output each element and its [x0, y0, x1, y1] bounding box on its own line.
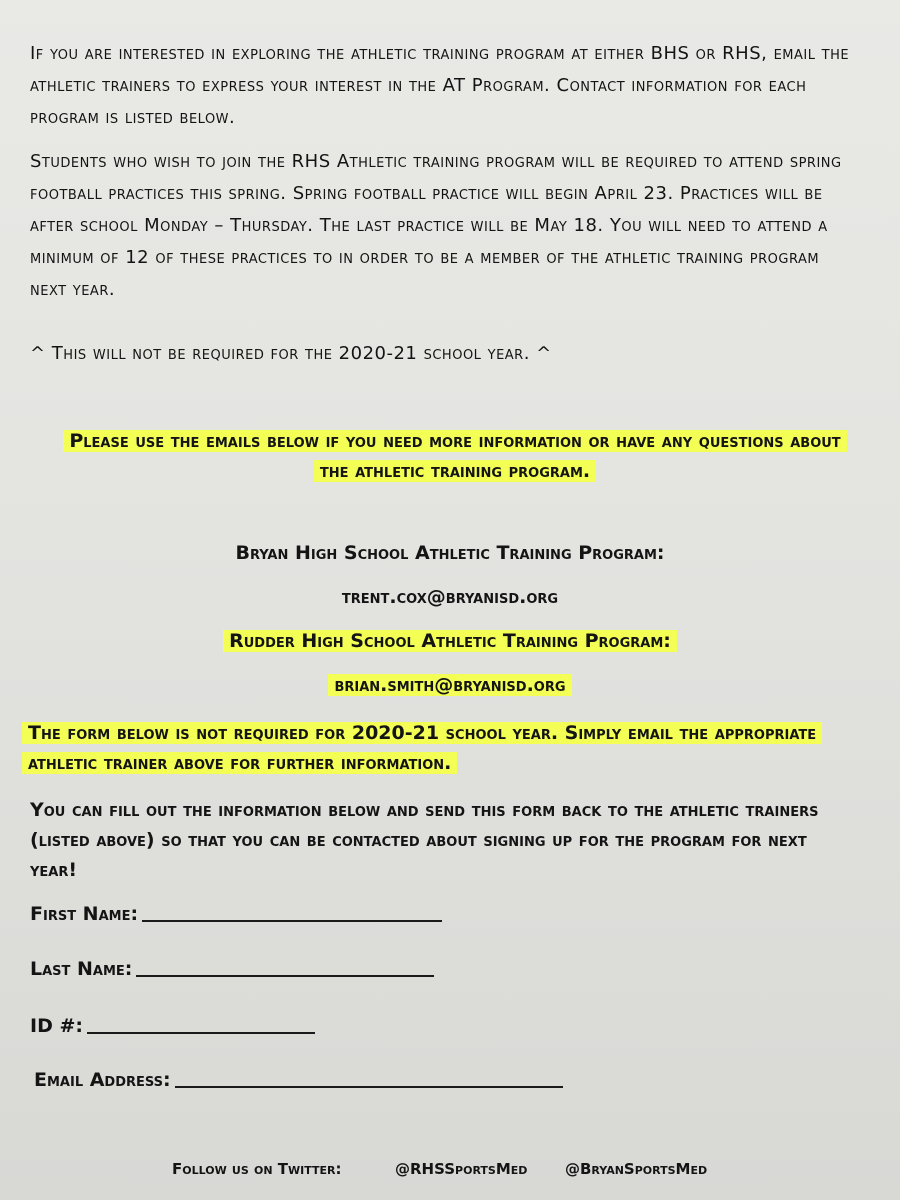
bhs-email	[0, 582, 900, 612]
form-instructions: You can fill out the information below and send this form back to the athletic trainers (listed above) so that you can be contacted about signing up for the program for next year!	[30, 799, 819, 881]
rhs-email-text: brian.smith@bryanisd.org	[328, 674, 571, 696]
rhs-email	[0, 670, 900, 700]
form-not-required-note	[22, 718, 862, 778]
email-address-blank[interactable]	[175, 1066, 563, 1088]
last-name-label: Last Name:	[30, 958, 133, 980]
rhs-program-title-text: Rudder High School Athletic Training Program:	[223, 630, 677, 652]
email-address-label: Email Address:	[34, 1069, 171, 1091]
spring-practice-paragraph: Students who wish to join the RHS Athletic training program will be required to attend spring football practices this spring. Spring football practice will begin April 23. Practices will be after school Monday – Thursday. The last practice will be May 18. You will need to attend a minimum of 12 of these practices to in order to be a member of the athletic training program next year.	[30, 151, 842, 300]
rhs-twitter-handle: @RHSSportsMed	[395, 1160, 528, 1178]
bhs-program-title	[0, 538, 900, 568]
contact-instructions	[60, 426, 850, 486]
last-name-blank[interactable]	[136, 955, 434, 977]
first-name-label: First Name:	[30, 903, 139, 925]
bryan-twitter-handle: @BryanSportsMed	[565, 1160, 708, 1178]
bhs-program-title-text: Bryan High School Athletic Training Program:	[235, 542, 665, 564]
last-name-field[interactable]	[30, 955, 434, 980]
id-number-field[interactable]	[30, 1012, 315, 1037]
first-name-blank[interactable]	[142, 900, 442, 922]
email-address-field[interactable]	[34, 1066, 563, 1091]
id-number-label: ID #:	[30, 1015, 83, 1037]
bhs-email-text: trent.cox@bryanisd.org	[341, 586, 559, 608]
requirement-note: ^ This will not be required for the 2020-21 school year. ^	[30, 343, 552, 364]
contact-instructions-text: Please use the emails below if you need more information or have any questions about the athletic training program.	[63, 430, 846, 482]
intro-paragraph: If you are interested in exploring the athletic training program at either BHS or RHS, email the athletic trainers to express your interest in the AT Program. Contact information for each program is listed below.	[30, 43, 850, 128]
id-number-blank[interactable]	[87, 1012, 315, 1034]
twitter-follow-label: Follow us on Twitter:	[172, 1160, 342, 1178]
form-not-required-text: The form below is not required for 2020-21 school year. Simply email the appropriate athletic trainer above for further information.	[22, 722, 822, 774]
first-name-field[interactable]	[30, 900, 442, 925]
rhs-program-title	[0, 626, 900, 656]
